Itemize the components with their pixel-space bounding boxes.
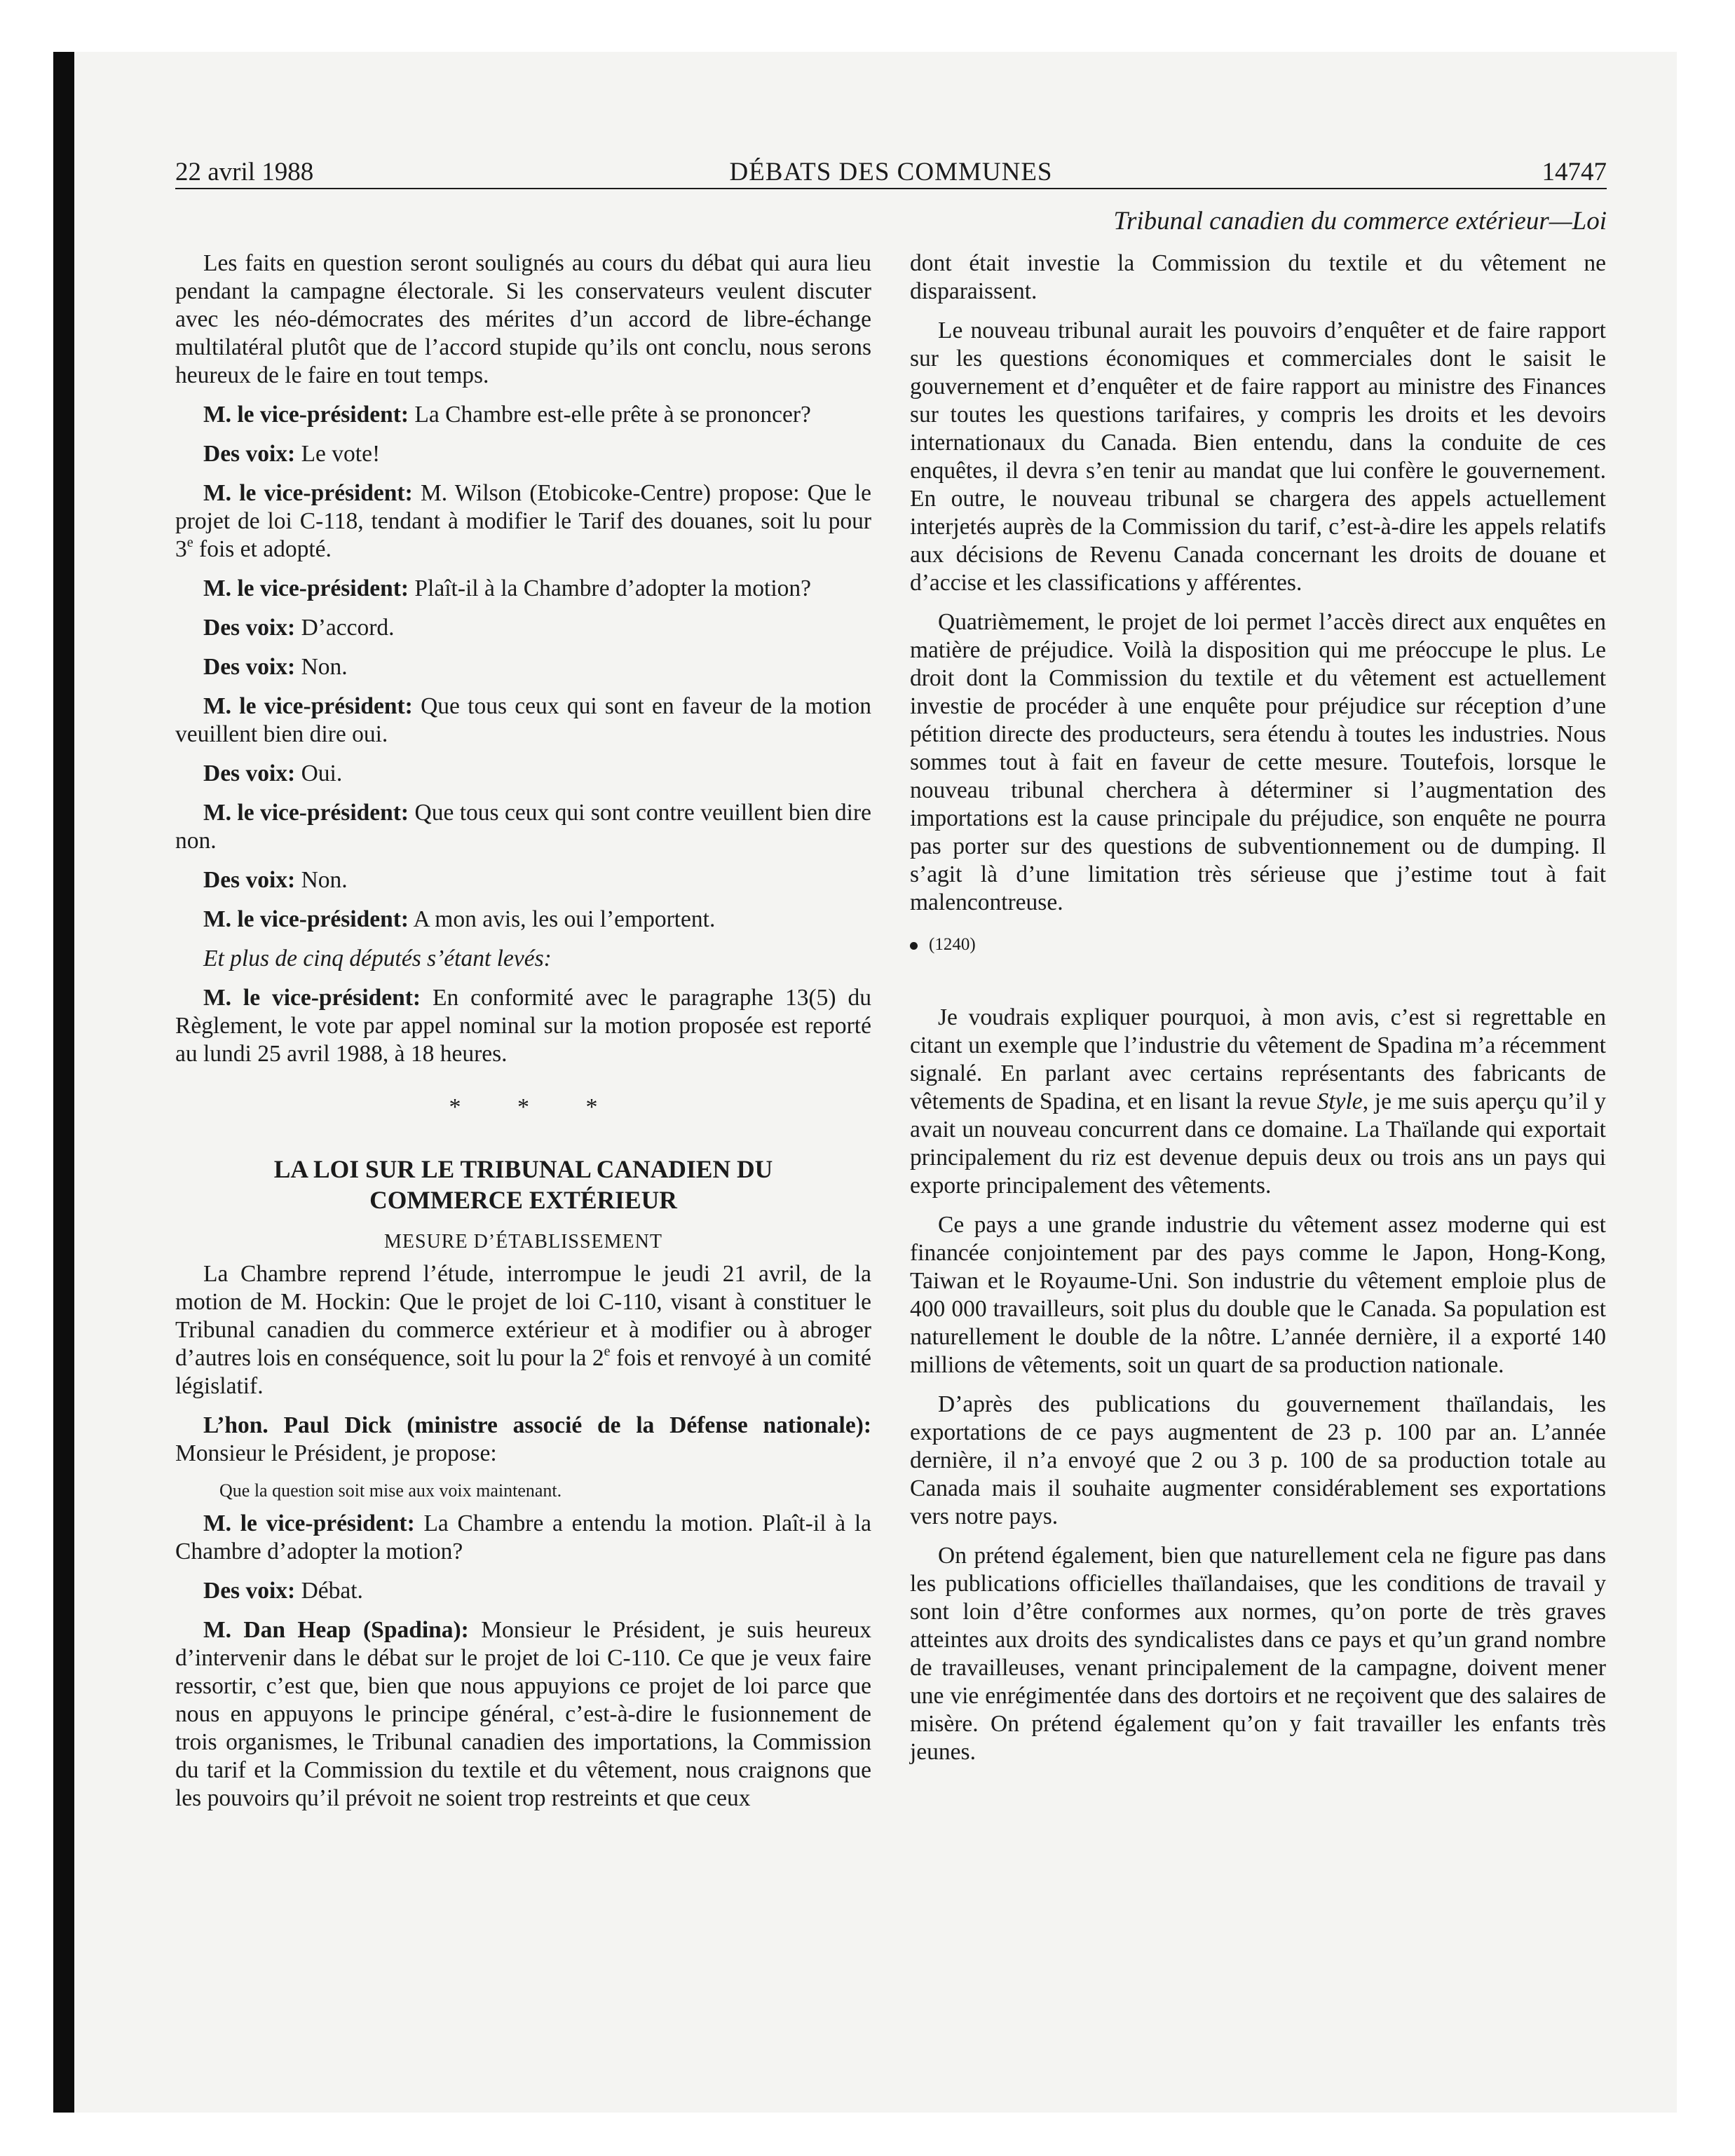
speech — [175, 479, 871, 564]
speaker: M. le vice-président: — [203, 480, 413, 506]
time-marker — [910, 931, 1606, 959]
speaker: M. Dan Heap (Spadina): — [203, 1617, 469, 1643]
speech — [175, 1510, 871, 1566]
speech-text: Monsieur le Président, je propose: — [175, 1440, 497, 1466]
speech-text: Oui. — [295, 760, 343, 786]
speech-text: Que tous ceux qui sont contre veuillent bien dire non. — [175, 800, 871, 854]
speaker: M. le vice-président: — [203, 402, 409, 428]
speech — [175, 1577, 871, 1605]
speaker: M. le vice-président: — [203, 985, 421, 1011]
speech-text: D’accord. — [295, 615, 395, 641]
paragraph: Quatrièmement, le projet de loi permet l’accès direct aux enquêtes en matière de préjudice. Voilà la disposition qui me préoccupe le plus. Le droit dont la Commission du textile et du vêtement est actuellement investie de procéder à une enquête pour préjudice sur réception d’une pétition directe des producteurs, sera étendu à toutes les industries. Nous sommes tout à fait en faveur de cette mesure. Toutefois, lorsque le nouveau tribunal cherchera à déterminer si l’augmentation des importations est la cause principale du préjudice, son enquête ne pourra pas porter sur des questions de subventionnement ou de dumping. Il s’agit là d’une limitation très sérieuse que j’estime tout à fait malencontreuse. — [910, 609, 1606, 915]
speaker: Des voix: — [203, 654, 296, 680]
paragraph — [175, 1260, 871, 1400]
speech — [175, 1616, 871, 1813]
speech — [175, 1412, 871, 1468]
speech — [175, 614, 871, 642]
speech — [175, 760, 871, 788]
speaker: Des voix: — [203, 867, 296, 893]
paragraph: Les faits en question seront soulignés au cours du débat qui aura lieu pendant la campagne électorale. Si les conservateurs veulent discuter avec les néo-démocrates des mérites d’un accord de libre-échange multilatéral plutôt que de l’accord stupide qu’ils ont conclu, nous serons heureux de le faire en tout temps. — [175, 250, 871, 388]
paragraph: On prétend également, bien que naturellement cela ne figure pas dans les publications officielles thaïlandaises, que les conditions de travail y sont loin d’être conformes aux normes, qu’on porte de très graves atteintes aux droits des syndicalistes dans ce pays et qu’un grand nombre de travailleuses, venant principalement de la campagne, doivent mener une vie enrégimentée dans des dortoirs et ne reçoivent que des salaires de misère. On prétend également qu’on y fait travailler les enfants très jeunes. — [910, 1543, 1606, 1765]
paragraph-text: La Chambre reprend l’étude, interrompue le jeudi 21 avril, de la motion de M. Hockin: Que le projet de loi C-110, visant à constituer le Tribunal canadien du commerce extérieur et à modifier ou à abroger d’autres lois en conséquence, soit lu pour la 2 — [175, 1261, 871, 1371]
publication-title: Style — [1316, 1089, 1363, 1114]
speech-text: Non. — [295, 654, 348, 680]
speech-text: Que tous ceux qui sont en faveur de la motion veuillent bien dire oui. — [175, 693, 871, 747]
left-column — [175, 250, 871, 1824]
speech-text: M. Wilson (Etobicoke-Centre) propose: Que le projet de loi C-118, tendant à modifier le Tarif des douanes, soit lu pour 3 — [175, 480, 872, 562]
speaker: L’hon. Paul Dick (ministre associé de la Défense nationale): — [203, 1412, 871, 1438]
speech-text: Monsieur le Président, je suis heureux d’intervenir dans le débat sur le projet de loi C-110. Ce que je veux faire ressortir, c’est que, bien que nous appuyions ce projet de loi parce que nous en appuyons le principe général, c’est-à-dire le fusionnement de trois organismes, le Tribunal canadien des importations, la Commission du tarif et la Commission du textile et du vêtement, nous craignons que les pouvoirs qu’il prévoit ne soient trop restreints et que ceux — [175, 1617, 871, 1811]
speaker: Des voix: — [203, 615, 296, 641]
speech-text: Non. — [295, 867, 348, 893]
header-date: 22 avril 1988 — [175, 158, 314, 186]
header-page-number: 14747 — [1542, 158, 1607, 186]
stage-direction: Et plus de cinq députés s’étant levés: — [203, 946, 552, 971]
speech-text: A mon avis, les oui l’emportent. — [409, 906, 716, 932]
paragraph-text: fois et renvoyé à un comité législatif. — [175, 1345, 871, 1399]
section-subtitle: MESURE D’ÉTABLISSEMENT — [384, 1231, 662, 1253]
paragraph-text: , je me suis aperçu qu’il y avait un nouveau concurrent dans ce domaine. La Thaïlande qui exportait principalement du riz est devenue depuis deux ou trois ans un pays qui exporte principalement des vêtements. — [910, 1089, 1606, 1199]
quoted-motion: Que la question soit mise aux voix maintenant. — [219, 1480, 562, 1501]
paragraph-text: Je voudrais expliquer pourquoi, à mon avis, c’est si regrettable en citant un exemple que l’industrie du vêtement de Spadina m’a récemment signalé. En parlant avec certains représentants des fabricants de vêtements de Spadina, et en lisant la revue — [910, 1004, 1606, 1114]
section-separator: * * * — [449, 1094, 623, 1120]
speech — [175, 692, 871, 749]
running-head: Tribunal canadien du commerce extérieur—Loi — [1113, 207, 1607, 236]
paragraph: Ce pays a une grande industrie du vêtement assez moderne qui est financée conjointement par des pays comme le Japon, Hong-Kong, Taiwan et le Royaume-Uni. Son industrie du vêtement emploie plus de 400 000 travailleurs, soit plus du double que le Canada. Sa population est naturellement le double de la nôtre. L’année dernière, il a exporté 140 millions de vêtements, soit un quart de sa production nationale. — [910, 1212, 1606, 1378]
speaker: M. le vice-président: — [203, 575, 409, 601]
section-title — [175, 1154, 871, 1215]
speech-text: Débat. — [295, 1578, 363, 1604]
paragraph: dont était investie la Commission du textile et du vêtement ne disparaissent. — [910, 250, 1606, 304]
superscript: e — [604, 1343, 611, 1359]
bullet-icon — [910, 942, 918, 950]
speech-text: Le vote! — [295, 441, 381, 467]
superscript: e — [186, 534, 193, 550]
scan-edge-shadow — [53, 52, 74, 2113]
page-header — [175, 156, 1607, 189]
paragraph: Le nouveau tribunal aurait les pouvoirs d’enquêter et de faire rapport sur les questions économiques et commerciales dont le saisit le gouvernement et d’enquêter et de faire rapport au ministre des Finances sur toutes les questions tarifaires, y compris les droits et les devoirs internationaux du Canada. Bien entendu, dans la conduite de ces enquêtes, il devra s’en tenir au mandat que lui confère le gouvernement. En outre, le nouveau tribunal se chargera des appels actuellement interjetés auprès de la Commission du tarif, c’est-à-dire les appels relatifs aux décisions de Revenu Canada concernant les droits de douane et d’accise et les classifications y afférentes. — [910, 318, 1606, 596]
speech — [175, 866, 871, 894]
speech — [175, 799, 871, 855]
speech-text: Plaît-il à la Chambre d’adopter la motion? — [409, 575, 812, 601]
speaker: M. le vice-président: — [203, 906, 409, 932]
header-rule — [175, 188, 1607, 189]
speech — [175, 575, 871, 603]
speaker: Des voix: — [203, 760, 296, 786]
speech — [175, 906, 871, 934]
speech-text: La Chambre a entendu la motion. Plaît-il à la Chambre d’adopter la motion? — [175, 1510, 871, 1564]
section-title-line: COMMERCE EXTÉRIEUR — [369, 1186, 677, 1214]
speaker: M. le vice-président: — [203, 693, 413, 719]
speaker: Des voix: — [203, 441, 296, 467]
speech — [175, 984, 871, 1068]
paragraph: D’après des publications du gouvernement thaïlandais, les exportations de ce pays augmentent de 23 p. 100 par an. L’année dernière, il n’a envoyé que 2 ou 3 p. 100 de sa production totale au Canada mais il souhaite augmenter considérablement ses exportations vers notre pays. — [910, 1391, 1606, 1529]
header-journal-title: DÉBATS DES COMMUNES — [729, 158, 1053, 186]
speech — [175, 401, 871, 429]
time-marker-text: (1240) — [929, 935, 976, 954]
paragraph — [910, 1004, 1606, 1200]
speech-text: La Chambre est-elle prête à se prononcer? — [409, 402, 811, 428]
speech — [175, 653, 871, 681]
speech — [175, 440, 871, 468]
speech-text: fois et adopté. — [193, 536, 332, 562]
speech-text: En conformité avec le paragraphe 13(5) du Règlement, le vote par appel nominal sur la motion proposée est reporté au lundi 25 avril 1988, à 18 heures. — [175, 985, 871, 1067]
right-column — [910, 250, 1606, 1778]
speaker: M. le vice-président: — [203, 1510, 415, 1536]
section-title-line: LA LOI SUR LE TRIBUNAL CANADIEN DU — [273, 1155, 773, 1183]
speaker: M. le vice-président: — [203, 800, 409, 826]
speaker: Des voix: — [203, 1578, 296, 1604]
